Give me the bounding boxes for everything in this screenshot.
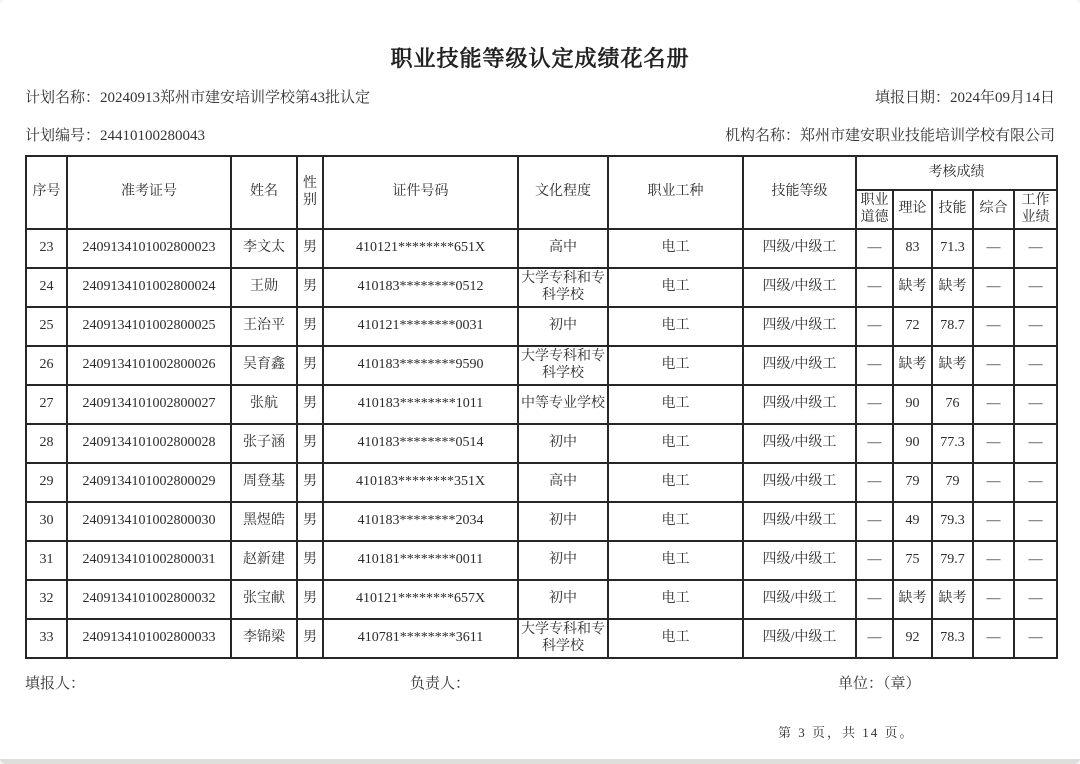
cell-occupation: 电工 <box>608 619 743 658</box>
cell-theory-score: 缺考 <box>893 268 932 307</box>
cell-id-number: 410183********351X <box>323 463 518 502</box>
cell-comprehensive-score: — <box>973 307 1014 346</box>
cell-serial: 33 <box>26 619 67 658</box>
cell-id-number: 410183********9590 <box>323 346 518 385</box>
header-exam-scores-group: 考核成绩 <box>856 156 1057 190</box>
table-row <box>26 463 1057 502</box>
cell-gender: 男 <box>297 619 323 658</box>
cell-theory-score: 83 <box>893 229 932 268</box>
cell-education: 大学专科和专科学校 <box>518 619 608 658</box>
cell-occupation: 电工 <box>608 229 743 268</box>
cell-id-number: 410183********1011 <box>323 385 518 424</box>
cell-skill-score: 缺考 <box>932 268 973 307</box>
cell-name: 张航 <box>231 385 297 424</box>
cell-comprehensive-score: — <box>973 424 1014 463</box>
cell-skill-level: 四级/中级工 <box>743 268 856 307</box>
cell-occupation: 电工 <box>608 346 743 385</box>
cell-occupation: 电工 <box>608 541 743 580</box>
cell-skill-score: 78.7 <box>932 307 973 346</box>
cell-skill-level: 四级/中级工 <box>743 346 856 385</box>
table-row <box>26 502 1057 541</box>
cell-name: 张子涵 <box>231 424 297 463</box>
unit-seal-label: 单位：（章） <box>838 676 921 692</box>
cell-ticket-number: 2409134101002800029 <box>67 463 231 502</box>
cell-occupation: 电工 <box>608 268 743 307</box>
plan-name <box>25 86 370 107</box>
cell-serial: 23 <box>26 229 67 268</box>
filler-label: 填报人： <box>25 676 86 692</box>
cell-skill-level: 四级/中级工 <box>743 541 856 580</box>
cell-theory-score: 72 <box>893 307 932 346</box>
cell-id-number: 410181********0011 <box>323 541 518 580</box>
cell-ticket-number: 2409134101002800030 <box>67 502 231 541</box>
cell-comprehensive-score: — <box>973 268 1014 307</box>
report-date <box>875 86 1055 107</box>
cell-serial: 24 <box>26 268 67 307</box>
cell-gender: 男 <box>297 424 323 463</box>
cell-gender: 男 <box>297 580 323 619</box>
cell-serial: 32 <box>26 580 67 619</box>
page-title: 职业技能等级认定成绩花名册 <box>390 46 690 71</box>
table-row <box>26 541 1057 580</box>
cell-theory-score: 79 <box>893 463 932 502</box>
cell-skill-level: 四级/中级工 <box>743 385 856 424</box>
cell-name: 王治平 <box>231 307 297 346</box>
cell-name: 吴育鑫 <box>231 346 297 385</box>
plan-name-value: 20240913郑州市建安培训学校第43批认定 <box>100 90 371 106</box>
cell-comprehensive-score: — <box>973 502 1014 541</box>
cell-ethics-score: — <box>856 307 893 346</box>
report-date-label: 填报日期： <box>874 90 950 106</box>
cell-skill-score: 76 <box>932 385 973 424</box>
cell-id-number: 410183********0512 <box>323 268 518 307</box>
cell-name: 赵新建 <box>231 541 297 580</box>
results-table-body <box>26 229 1057 658</box>
cell-skill-score: 79.3 <box>932 502 973 541</box>
cell-skill-score: 78.3 <box>932 619 973 658</box>
cell-ticket-number: 2409134101002800027 <box>67 385 231 424</box>
cell-occupation: 电工 <box>608 307 743 346</box>
cell-ticket-number: 2409134101002800023 <box>67 229 231 268</box>
header-work-performance: 工作业绩 <box>1014 190 1057 229</box>
cell-name: 张宝献 <box>231 580 297 619</box>
cell-education: 中等专业学校 <box>518 385 608 424</box>
cell-education: 初中 <box>518 307 608 346</box>
cell-name: 李文太 <box>231 229 297 268</box>
cell-work-performance-score: — <box>1014 463 1057 502</box>
cell-gender: 男 <box>297 307 323 346</box>
cell-name: 黑煜皓 <box>231 502 297 541</box>
cell-ticket-number: 2409134101002800026 <box>67 346 231 385</box>
cell-serial: 31 <box>26 541 67 580</box>
cell-gender: 男 <box>297 463 323 502</box>
header-ticket-number: 准考证号 <box>67 156 231 229</box>
cell-ticket-number: 2409134101002800033 <box>67 619 231 658</box>
header-id-number: 证件号码 <box>323 156 518 229</box>
cell-comprehensive-score: — <box>973 463 1014 502</box>
results-table <box>25 155 1058 659</box>
cell-occupation: 电工 <box>608 502 743 541</box>
header-education: 文化程度 <box>518 156 608 229</box>
page-bottom-edge <box>0 759 1080 764</box>
cell-id-number: 410781********3611 <box>323 619 518 658</box>
header-skill: 技能 <box>932 190 973 229</box>
cell-gender: 男 <box>297 502 323 541</box>
report-date-value: 2024年09月14日 <box>949 90 1055 106</box>
cell-occupation: 电工 <box>608 580 743 619</box>
cell-ticket-number: 2409134101002800032 <box>67 580 231 619</box>
cell-work-performance-score: — <box>1014 619 1057 658</box>
cell-serial: 26 <box>26 346 67 385</box>
cell-education: 初中 <box>518 502 608 541</box>
cell-work-performance-score: — <box>1014 229 1057 268</box>
cell-occupation: 电工 <box>608 385 743 424</box>
cell-ethics-score: — <box>856 268 893 307</box>
cell-education: 大学专科和专科学校 <box>518 268 608 307</box>
cell-skill-level: 四级/中级工 <box>743 229 856 268</box>
manager-label: 负责人： <box>410 676 471 692</box>
table-row <box>26 229 1057 268</box>
cell-gender: 男 <box>297 229 323 268</box>
cell-work-performance-score: — <box>1014 307 1057 346</box>
cell-id-number: 410183********2034 <box>323 502 518 541</box>
cell-work-performance-score: — <box>1014 580 1057 619</box>
table-row <box>26 424 1057 463</box>
cell-education: 高中 <box>518 229 608 268</box>
cell-work-performance-score: — <box>1014 346 1057 385</box>
org-name-label: 机构名称： <box>724 128 800 144</box>
meta-row-top <box>25 86 1055 107</box>
plan-number-value: 24410100280043 <box>100 128 206 144</box>
cell-education: 初中 <box>518 424 608 463</box>
table-row <box>26 307 1057 346</box>
cell-ethics-score: — <box>856 580 893 619</box>
cell-occupation: 电工 <box>608 424 743 463</box>
cell-theory-score: 缺考 <box>893 580 932 619</box>
cell-skill-score: 77.3 <box>932 424 973 463</box>
cell-ethics-score: — <box>856 502 893 541</box>
cell-ethics-score: — <box>856 229 893 268</box>
cell-serial: 28 <box>26 424 67 463</box>
cell-theory-score: 90 <box>893 385 932 424</box>
cell-theory-score: 49 <box>893 502 932 541</box>
header-serial: 序号 <box>26 156 67 229</box>
cell-ticket-number: 2409134101002800031 <box>67 541 231 580</box>
table-row <box>26 346 1057 385</box>
cell-skill-level: 四级/中级工 <box>743 307 856 346</box>
cell-skill-score: 79 <box>932 463 973 502</box>
cell-gender: 男 <box>297 541 323 580</box>
cell-ethics-score: — <box>856 619 893 658</box>
cell-id-number: 410121********651X <box>323 229 518 268</box>
cell-ethics-score: — <box>856 385 893 424</box>
cell-skill-level: 四级/中级工 <box>743 580 856 619</box>
org-name <box>725 124 1055 145</box>
header-name: 姓名 <box>231 156 297 229</box>
cell-skill-level: 四级/中级工 <box>743 424 856 463</box>
table-row <box>26 385 1057 424</box>
cell-ticket-number: 2409134101002800025 <box>67 307 231 346</box>
plan-name-label: 计划名称： <box>25 90 101 106</box>
org-name-value: 郑州市建安职业技能培训学校有限公司 <box>799 128 1055 144</box>
cell-ticket-number: 2409134101002800028 <box>67 424 231 463</box>
table-row <box>26 619 1057 658</box>
cell-name: 王勋 <box>231 268 297 307</box>
cell-work-performance-score: — <box>1014 385 1057 424</box>
cell-ethics-score: — <box>856 463 893 502</box>
cell-id-number: 410121********0031 <box>323 307 518 346</box>
cell-serial: 29 <box>26 463 67 502</box>
header-comprehensive: 综合 <box>973 190 1014 229</box>
cell-ticket-number: 2409134101002800024 <box>67 268 231 307</box>
cell-work-performance-score: — <box>1014 424 1057 463</box>
cell-comprehensive-score: — <box>973 541 1014 580</box>
cell-skill-score: 79.7 <box>932 541 973 580</box>
cell-skill-level: 四级/中级工 <box>743 463 856 502</box>
cell-comprehensive-score: — <box>973 580 1014 619</box>
plan-number <box>25 124 205 145</box>
cell-work-performance-score: — <box>1014 502 1057 541</box>
cell-skill-level: 四级/中级工 <box>743 619 856 658</box>
cell-ethics-score: — <box>856 424 893 463</box>
header-occupation: 职业工种 <box>608 156 743 229</box>
cell-ethics-score: — <box>856 346 893 385</box>
header-theory: 理论 <box>893 190 932 229</box>
cell-gender: 男 <box>297 385 323 424</box>
table-row <box>26 580 1057 619</box>
cell-theory-score: 92 <box>893 619 932 658</box>
plan-number-label: 计划编号： <box>25 128 101 144</box>
cell-skill-level: 四级/中级工 <box>743 502 856 541</box>
cell-serial: 25 <box>26 307 67 346</box>
cell-work-performance-score: — <box>1014 268 1057 307</box>
results-table-header <box>26 156 1057 229</box>
table-row <box>26 268 1057 307</box>
cell-theory-score: 75 <box>893 541 932 580</box>
header-ethics: 职业道德 <box>856 190 893 229</box>
cell-ethics-score: — <box>856 541 893 580</box>
cell-gender: 男 <box>297 346 323 385</box>
cell-comprehensive-score: — <box>973 385 1014 424</box>
cell-comprehensive-score: — <box>973 346 1014 385</box>
cell-serial: 30 <box>26 502 67 541</box>
cell-id-number: 410121********657X <box>323 580 518 619</box>
cell-occupation: 电工 <box>608 463 743 502</box>
meta-row-bottom <box>25 124 1055 145</box>
header-gender: 性别 <box>297 156 323 229</box>
page-number-info: 第 3 页，共 14 页。 <box>778 725 915 740</box>
cell-comprehensive-score: — <box>973 229 1014 268</box>
cell-name: 周登基 <box>231 463 297 502</box>
cell-theory-score: 90 <box>893 424 932 463</box>
cell-gender: 男 <box>297 268 323 307</box>
cell-skill-score: 缺考 <box>932 346 973 385</box>
cell-serial: 27 <box>26 385 67 424</box>
cell-education: 高中 <box>518 463 608 502</box>
cell-education: 初中 <box>518 580 608 619</box>
header-skill-level: 技能等级 <box>743 156 856 229</box>
cell-education: 初中 <box>518 541 608 580</box>
cell-theory-score: 缺考 <box>893 346 932 385</box>
cell-skill-score: 缺考 <box>932 580 973 619</box>
cell-skill-score: 71.3 <box>932 229 973 268</box>
cell-work-performance-score: — <box>1014 541 1057 580</box>
cell-id-number: 410183********0514 <box>323 424 518 463</box>
cell-name: 李锦梁 <box>231 619 297 658</box>
cell-comprehensive-score: — <box>973 619 1014 658</box>
cell-education: 大学专科和专科学校 <box>518 346 608 385</box>
